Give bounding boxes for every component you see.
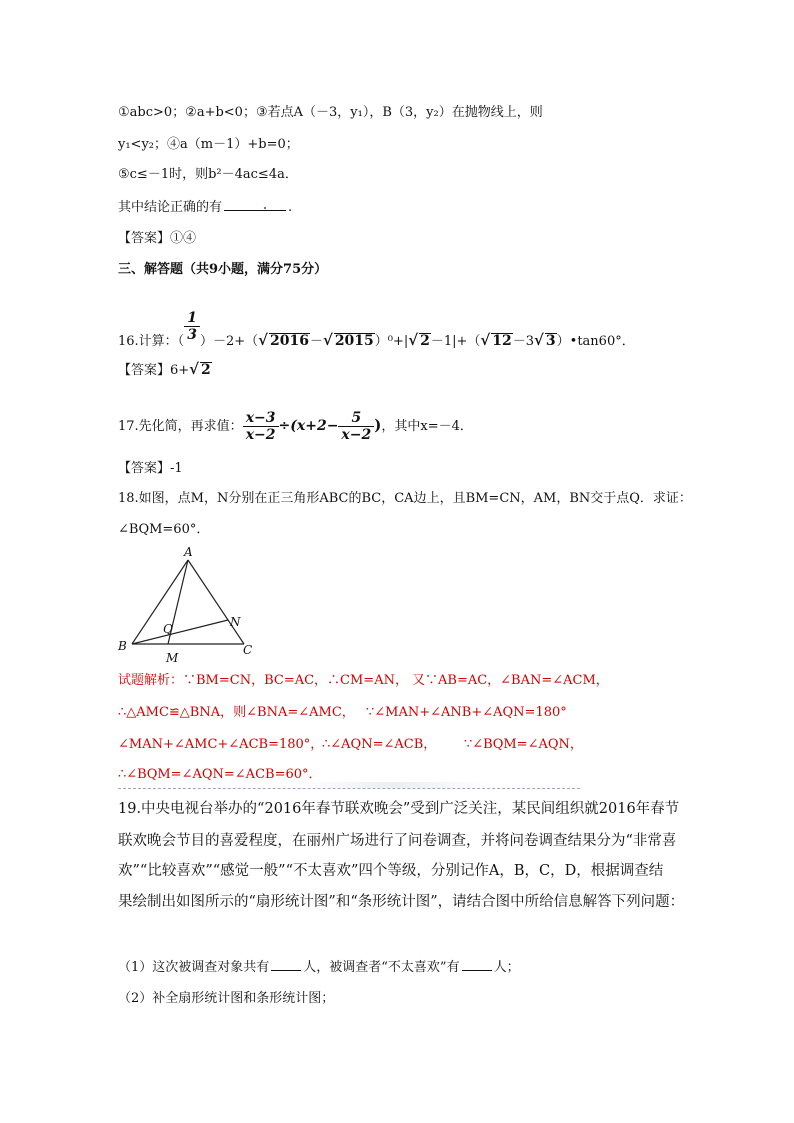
label-n: N	[230, 615, 241, 629]
section-heading: 三、解答题（共9小题，满分75分）	[118, 262, 328, 277]
triangle-figure	[112, 546, 262, 668]
label-c: C	[243, 643, 253, 657]
question-15-prompt: 其中结论正确的有 .	[118, 200, 293, 215]
condition-line-2: y₁<y₂；④a（m－1）+b=0；	[118, 137, 299, 152]
sqrt-3: 3	[545, 333, 556, 349]
question-18-line-2: ∠BQM=60°．	[118, 522, 210, 537]
solution-line-2b: ∵∠MAN+∠ANB+∠AQN=180°	[366, 705, 567, 720]
solution-line-1a: 试题解析：∵BM=CN，BC=AC，∴CM=AN，	[118, 673, 408, 688]
label-b: B	[118, 639, 127, 653]
sqrt-2016: 2016	[269, 333, 309, 349]
question-19-line-2: 联欢晚会节目的喜爱程度，在丽州广场进行了问卷调查，并将问卷调查结果分为“非常喜	[118, 833, 677, 849]
condition-line-3: ⑤c≤－1时，则b²－4ac≤4a．	[118, 167, 298, 182]
label-m: M	[166, 651, 179, 665]
answer-16: 【答案】6+√ 2	[118, 360, 211, 378]
solution-line-3a: ∠MAN+∠AMC+∠ACB=180°，	[118, 737, 324, 752]
solution-line-4: ∴∠BQM=∠AQN=∠ACB=60°．	[118, 767, 322, 782]
solution-line-3c: ∵∠BQM=∠AQN，	[464, 737, 583, 752]
solution-line-1b: 又∵AB=AC，∠BAN=∠ACM，	[412, 673, 609, 688]
answer-17: 【答案】-1	[118, 461, 183, 476]
fraction-one-third: $\frac{1}{3}$	[184, 310, 200, 343]
solution-line-3b: ∴∠AQN=∠ACB，	[322, 737, 437, 752]
question-18-line-1: 18.如图，点M，N分别在正三角形ABC的BC，CA边上，且BM=CN，AM，BN交于点Q．求证：	[118, 491, 692, 506]
condition-line-1: ①abc>0；②a+b<0；③若点A（－3，y₁），B（3，y₂）在抛物线上，则	[118, 105, 543, 120]
label-a: A	[184, 546, 193, 559]
label-q: Q	[163, 622, 173, 636]
question-19-line-3: 欢”“比较喜欢”“感觉一般”“不太喜欢”四个等级，分别记作A，B，C，D，根据调查结	[118, 863, 664, 879]
question-19-part-2: （2）补全扇形统计图和条形统计图；	[118, 991, 335, 1006]
side-ac	[188, 560, 244, 644]
fraction-1: $\frac{x-3}{x-2}$	[243, 410, 279, 443]
question-19-line-1: 19.中央电视台举办的“2016年春节联欢晚会”受到广泛关注，某民间组织就2016年春节	[118, 801, 680, 817]
d-count-blank[interactable]	[462, 958, 492, 971]
question-17: 17.先化简，再求值： $\frac{x-3}{x-2}$ ÷(x+2− $\frac{5}{x-2}$ )，其中x=－4．	[118, 410, 473, 443]
separator-line	[118, 788, 580, 789]
sqrt-12: 12	[492, 333, 512, 349]
sqrt-2: 2	[420, 333, 430, 349]
total-count-blank[interactable]	[271, 958, 301, 971]
answer-15: 【答案】①④	[118, 231, 197, 246]
solution-line-2a: ∴△AMC≌△BNA，则∠BNA=∠AMC，	[118, 705, 355, 720]
fraction-2: $\frac{5}{x-2}$	[338, 410, 374, 443]
answer-blank[interactable]	[224, 198, 286, 211]
sqrt-2015: 2015	[334, 333, 374, 349]
question-16: 16.计算：（ $\frac{1}{3}$ ）－2+（√ 2016－√ 2015）⁰+|√ 2－1|+（√ 12－3√ 3）•tan60°．	[118, 310, 635, 349]
question-19-part-1: （1）这次被调查对象共有 人，被调查者“不太喜欢”有 人；	[118, 960, 520, 975]
question-19-line-4: 果绘制出如图所示的“扇形统计图”和“条形统计图”，请结合图中所给信息解答下列问题：	[118, 894, 685, 910]
side-ab	[132, 560, 188, 644]
prompt-text: 其中结论正确的有	[118, 200, 223, 215]
segment-bn	[132, 620, 228, 644]
